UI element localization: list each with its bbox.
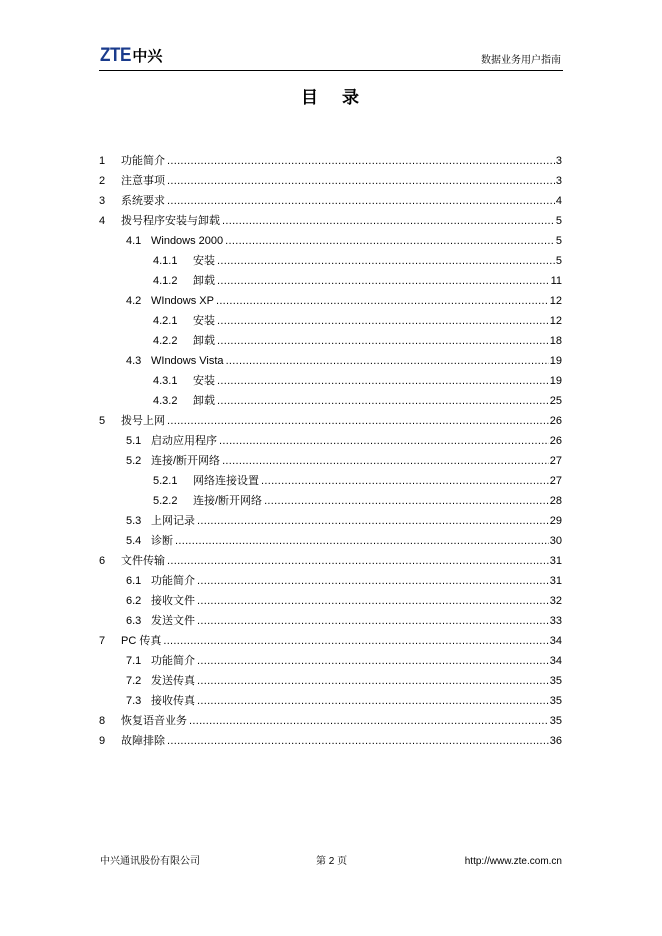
toc-entry-page: 26 [549, 435, 562, 447]
toc-entry-page: 5 [555, 215, 562, 227]
logo-latin-text: ZTE [100, 45, 131, 66]
toc-entry-label: 功能简介 [151, 655, 195, 667]
toc-entry[interactable] [99, 371, 562, 391]
toc-dot-leader [264, 491, 549, 511]
toc-entry-label: 卸载 [193, 335, 215, 347]
toc-dot-leader [167, 171, 555, 191]
toc-entry-page: 27 [549, 475, 562, 487]
toc-dot-leader [197, 691, 549, 711]
toc-dot-leader [226, 351, 549, 371]
toc-entry[interactable] [99, 671, 562, 691]
toc-entry-label: 拨号程序安装与卸载 [121, 215, 220, 227]
toc-entry-number: 4.2.1 [153, 315, 178, 327]
toc-entry-page: 18 [549, 335, 562, 347]
page-footer [100, 855, 562, 869]
toc-entry-label: 连接/断开网络 [151, 455, 221, 467]
toc-entry-page: 11 [550, 275, 562, 287]
toc-entry-page: 3 [555, 175, 562, 187]
toc-dot-leader [222, 211, 555, 231]
toc-entry-page: 36 [549, 735, 562, 747]
toc-entry-number: 6.1 [126, 575, 142, 587]
toc-entry-number: 4.3.2 [153, 395, 178, 407]
toc-entry[interactable] [99, 591, 562, 611]
toc-dot-leader [217, 391, 549, 411]
toc-entry-label: 系统要求 [121, 195, 165, 207]
toc-entry-label: 安装 [193, 255, 215, 267]
toc-entry-number: 6 [99, 555, 106, 567]
toc-entry-number: 5.4 [126, 535, 142, 547]
toc-entry[interactable] [99, 531, 562, 551]
toc-dot-leader [167, 411, 549, 431]
toc-entry[interactable] [99, 311, 562, 331]
toc-entry-label: 网络连接设置 [193, 475, 259, 487]
toc-entry[interactable] [99, 211, 562, 231]
toc-entry-label: 故障排除 [121, 735, 165, 747]
toc-dot-leader [197, 511, 549, 531]
toc-entry-page: 33 [549, 615, 562, 627]
toc-entry[interactable] [99, 571, 562, 591]
toc-entry-label: 接收传真 [151, 695, 195, 707]
toc-entry[interactable] [99, 331, 562, 351]
toc-entry-number: 4.1 [126, 235, 142, 247]
toc-entry-number: 9 [99, 735, 106, 747]
toc-dot-leader [167, 151, 555, 171]
toc-entry-label: PC 传真 [121, 635, 162, 647]
toc-dot-leader [197, 671, 549, 691]
toc-entry-label: 拨号上网 [121, 415, 165, 427]
toc-dot-leader [261, 471, 549, 491]
toc-entry-number: 5.1 [126, 435, 142, 447]
toc-entry-number: 7.3 [126, 695, 142, 707]
toc-entry-label: 上网记录 [151, 515, 195, 527]
toc-dot-leader [222, 451, 549, 471]
toc-entry[interactable] [99, 451, 562, 471]
toc-entry-page: 34 [549, 635, 562, 647]
toc-entry-label: 卸载 [193, 275, 215, 287]
toc-entry-page: 30 [549, 535, 562, 547]
toc-entry[interactable] [99, 731, 562, 751]
logo-chinese-text: 中兴 [132, 47, 163, 65]
toc-entry-number: 5.2.2 [153, 495, 178, 507]
toc-dot-leader [163, 631, 548, 651]
toc-entry-page: 35 [549, 695, 562, 707]
toc-entry[interactable] [99, 611, 562, 631]
toc-entry-number: 4.3.1 [153, 375, 178, 387]
page-header [99, 44, 563, 71]
toc-entry[interactable] [99, 171, 562, 191]
toc-entry-page: 29 [549, 515, 562, 527]
toc-entry-label: 发送传真 [151, 675, 195, 687]
toc-entry-number: 4.2 [126, 295, 142, 307]
toc-entry-page: 19 [549, 375, 562, 387]
toc-entry[interactable] [99, 231, 562, 251]
toc-entry[interactable] [99, 711, 562, 731]
toc-dot-leader [167, 731, 549, 751]
toc-heading-part1: 目 [301, 88, 320, 108]
toc-entry[interactable] [99, 411, 562, 431]
toc-entry-page: 32 [549, 595, 562, 607]
toc-entry-page: 5 [555, 235, 562, 247]
toc-entry[interactable] [99, 151, 562, 171]
toc-entry-label: 文件传输 [121, 555, 165, 567]
toc-dot-leader [167, 191, 555, 211]
toc-dot-leader [175, 531, 549, 551]
toc-dot-leader [219, 431, 549, 451]
footer-url[interactable]: http://www.zte.com.cn [464, 856, 562, 867]
toc-dot-leader [189, 711, 549, 731]
zte-logo [100, 46, 162, 66]
toc-dot-leader [217, 371, 549, 391]
toc-entry-number: 4.1.2 [153, 275, 178, 287]
toc-entry[interactable] [99, 271, 562, 291]
toc-entry[interactable] [99, 491, 562, 511]
toc-dot-leader [216, 291, 549, 311]
toc-entry-number: 5 [99, 415, 106, 427]
toc-entry-number: 4.2.2 [153, 335, 178, 347]
toc-entry-page: 25 [549, 395, 562, 407]
toc-dot-leader [217, 331, 549, 351]
toc-entry-number: 7.2 [126, 675, 142, 687]
toc-heading-part2: 录 [342, 88, 361, 108]
table-of-contents [99, 151, 562, 751]
toc-entry-number: 3 [99, 195, 106, 207]
toc-entry-number: 4 [99, 215, 106, 227]
toc-entry-page: 27 [549, 455, 562, 467]
toc-entry-label: 注意事项 [121, 175, 165, 187]
toc-entry-page: 4 [555, 195, 562, 207]
toc-dot-leader [217, 251, 555, 271]
toc-entry-label: WIndows XP [151, 295, 214, 307]
toc-entry-page: 19 [549, 355, 562, 367]
toc-entry[interactable] [99, 631, 562, 651]
toc-entry-number: 5.2.1 [153, 475, 178, 487]
toc-entry-number: 6.3 [126, 615, 142, 627]
toc-entry[interactable] [99, 431, 562, 451]
toc-entry[interactable] [99, 351, 562, 371]
toc-heading [0, 87, 662, 109]
toc-entry-number: 5.2 [126, 455, 142, 467]
toc-dot-leader [197, 591, 549, 611]
toc-entry-label: 诊断 [151, 535, 173, 547]
toc-entry-number: 7.1 [126, 655, 142, 667]
toc-entry-page: 31 [549, 555, 562, 567]
toc-dot-leader [217, 311, 549, 331]
toc-dot-leader [167, 551, 549, 571]
toc-entry[interactable] [99, 551, 562, 571]
toc-entry-number: 5.3 [126, 515, 142, 527]
toc-entry-page: 35 [549, 715, 562, 727]
toc-entry-page: 35 [549, 675, 562, 687]
toc-entry-page: 3 [555, 155, 562, 167]
toc-dot-leader [197, 611, 549, 631]
footer-company: 中兴通讯股份有限公司 [100, 856, 200, 867]
toc-entry-label: 功能简介 [151, 575, 195, 587]
toc-entry-number: 4.3 [126, 355, 142, 367]
toc-entry-number: 4.1.1 [153, 255, 178, 267]
toc-entry[interactable] [99, 191, 562, 211]
toc-entry[interactable] [99, 511, 562, 531]
toc-entry[interactable] [99, 471, 562, 491]
toc-entry-label: 功能简介 [121, 155, 165, 167]
toc-entry-number: 1 [99, 155, 106, 167]
toc-entry[interactable] [99, 651, 562, 671]
toc-entry-number: 7 [99, 635, 106, 647]
toc-entry-label: Windows 2000 [151, 235, 224, 247]
toc-dot-leader [197, 571, 549, 591]
toc-entry-label: 安装 [193, 375, 215, 387]
toc-entry-page: 5 [555, 255, 562, 267]
toc-entry-page: 34 [549, 655, 562, 667]
toc-entry-label: 安装 [193, 315, 215, 327]
toc-entry-label: WIndows Vista [151, 355, 224, 367]
toc-entry-number: 6.2 [126, 595, 142, 607]
toc-entry[interactable] [99, 391, 562, 411]
toc-entry[interactable] [99, 691, 562, 711]
toc-entry-label: 发送文件 [151, 615, 195, 627]
footer-page-number: 第 2 页 [316, 856, 348, 867]
toc-entry[interactable] [99, 291, 562, 311]
toc-entry-page: 28 [549, 495, 562, 507]
toc-dot-leader [217, 271, 550, 291]
toc-entry-page: 31 [549, 575, 562, 587]
toc-dot-leader [225, 231, 555, 251]
document-title: 数据业务用户指南 [481, 55, 561, 66]
toc-dot-leader [197, 651, 549, 671]
toc-entry-label: 接收文件 [151, 595, 195, 607]
toc-entry-label: 启动应用程序 [151, 435, 217, 447]
toc-entry-page: 12 [549, 315, 562, 327]
toc-entry-label: 卸载 [193, 395, 215, 407]
toc-entry-page: 12 [549, 295, 562, 307]
toc-entry-label: 连接/断开网络 [193, 495, 263, 507]
toc-entry-label: 恢复语音业务 [121, 715, 187, 727]
toc-entry-page: 26 [549, 415, 562, 427]
toc-entry-number: 8 [99, 715, 106, 727]
toc-entry-number: 2 [99, 175, 106, 187]
toc-entry[interactable] [99, 251, 562, 271]
